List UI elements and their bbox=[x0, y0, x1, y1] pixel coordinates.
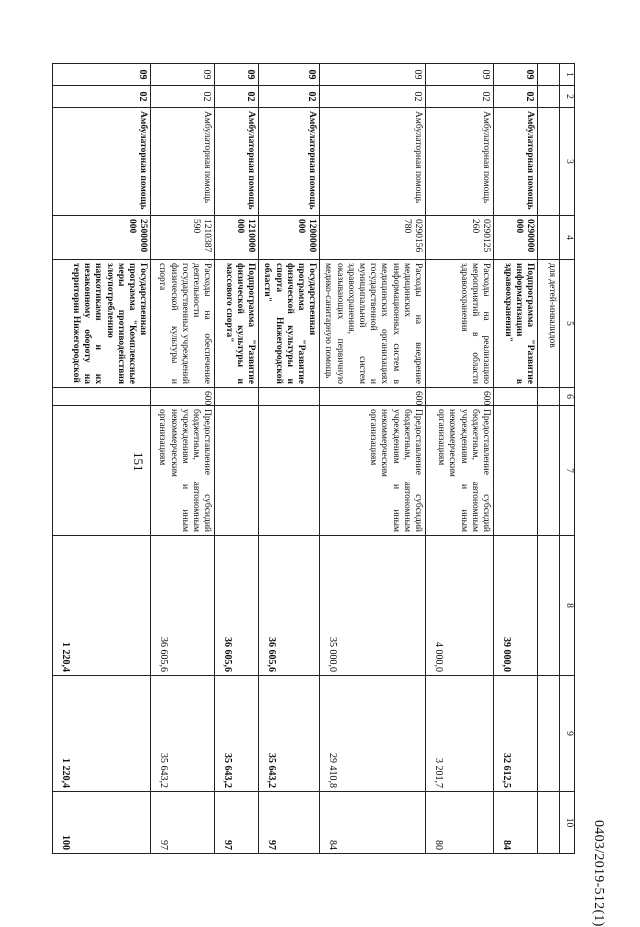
col-header: 4 bbox=[560, 216, 575, 260]
col-header: 1 bbox=[560, 64, 575, 86]
cell-plan: 36 605,6 bbox=[215, 536, 259, 676]
cell-actual: 29 410,8 bbox=[320, 676, 426, 792]
cell-description: Расходы на обеспечение деятельности государственных учреждений физической культуры и спорта bbox=[151, 260, 215, 388]
cell-actual: 35 643,2 bbox=[151, 676, 215, 792]
col-header: 7 bbox=[560, 406, 575, 536]
cell-plan: 36 605,6 bbox=[259, 536, 320, 676]
cell-description: Государственная программа "Комплексные меры противодействия злоупотреблению наркотиками и их незаконному обороту на территории Нижегородской bbox=[53, 260, 151, 388]
cell-type: 600 bbox=[320, 388, 426, 406]
table-row bbox=[538, 64, 560, 854]
header-row bbox=[560, 64, 575, 854]
cell-code: 1200000 000 bbox=[259, 216, 320, 260]
cell-name: Амбулаторная помощь bbox=[53, 108, 151, 216]
cell-percent: 97 bbox=[151, 792, 215, 854]
cell-actual: 32 612,5 bbox=[494, 676, 538, 792]
col-header: 6 bbox=[560, 388, 575, 406]
cell-type bbox=[494, 388, 538, 406]
cell-type-name: Предоставление субсидий бюджетным, автономным учреждениям и иным некоммерческим организациям bbox=[151, 406, 215, 536]
cell-section: 09 bbox=[320, 64, 426, 86]
col-header: 5 bbox=[560, 260, 575, 388]
cell-percent: 97 bbox=[215, 792, 259, 854]
cell-section: 09 bbox=[259, 64, 320, 86]
cell-section: 09 bbox=[215, 64, 259, 86]
cell-description: Подпрограмма "Развитие информатизации в здравоохранении" bbox=[494, 260, 538, 388]
cell-name: Амбулаторная помощь bbox=[494, 108, 538, 216]
table-row bbox=[259, 64, 320, 854]
cell-section bbox=[538, 64, 560, 86]
cell-percent: 84 bbox=[494, 792, 538, 854]
cell-subsection: 02 bbox=[151, 86, 215, 108]
cell-actual: 35 643,2 bbox=[215, 676, 259, 792]
table-row bbox=[494, 64, 538, 854]
cell-type bbox=[259, 388, 320, 406]
cell-subsection: 02 bbox=[215, 86, 259, 108]
cell-section: 09 bbox=[53, 64, 151, 86]
cell-type-name bbox=[538, 406, 560, 536]
cell-name: Амбулаторная помощь bbox=[426, 108, 494, 216]
table-row bbox=[151, 64, 215, 854]
cell-subsection: 02 bbox=[494, 86, 538, 108]
table-row bbox=[215, 64, 259, 854]
cell-subsection bbox=[538, 86, 560, 108]
col-header: 9 bbox=[560, 676, 575, 792]
cell-percent: 97 bbox=[259, 792, 320, 854]
cell-actual bbox=[538, 676, 560, 792]
cell-type bbox=[53, 388, 151, 406]
table-row bbox=[53, 64, 151, 854]
cell-description: для детей-инвалидов bbox=[538, 260, 560, 388]
rotated-page bbox=[60, 63, 575, 853]
cell-description: Государственная программа "Развитие физической культуры и спорта Нижегородской области" bbox=[259, 260, 320, 388]
cell-type: 600 bbox=[426, 388, 494, 406]
cell-type-name bbox=[215, 406, 259, 536]
budget-table bbox=[52, 63, 575, 854]
table-row bbox=[426, 64, 494, 854]
cell-percent: 100 bbox=[53, 792, 151, 854]
cell-section: 09 bbox=[426, 64, 494, 86]
cell-name bbox=[538, 108, 560, 216]
col-header: 10 bbox=[560, 792, 575, 854]
cell-type bbox=[538, 388, 560, 406]
cell-name: Амбулаторная помощь bbox=[259, 108, 320, 216]
cell-plan bbox=[538, 536, 560, 676]
cell-actual: 3 201,7 bbox=[426, 676, 494, 792]
cell-name: Амбулаторная помощь bbox=[151, 108, 215, 216]
cell-type: 600 bbox=[151, 388, 215, 406]
document-stamp bbox=[591, 820, 640, 927]
cell-percent: 84 bbox=[320, 792, 426, 854]
table-row bbox=[320, 64, 426, 854]
cell-type-name bbox=[53, 406, 151, 536]
cell-subsection: 02 bbox=[53, 86, 151, 108]
cell-description: Расходы на реализацию мероприятий в области здравоохранения bbox=[426, 260, 494, 388]
cell-plan: 39 000,0 bbox=[494, 536, 538, 676]
cell-code bbox=[538, 216, 560, 260]
cell-description: Подпрограмма "Развитие физической культуры и массового спорта" bbox=[215, 260, 259, 388]
cell-subsection: 02 bbox=[426, 86, 494, 108]
cell-subsection: 02 bbox=[259, 86, 320, 108]
cell-type-name: Предоставление субсидий бюджетным, автономным учреждениям и иным некоммерческим организациям bbox=[426, 406, 494, 536]
cell-type-name bbox=[259, 406, 320, 536]
cell-section: 09 bbox=[151, 64, 215, 86]
col-header: 2 bbox=[560, 86, 575, 108]
cell-name: Амбулаторная помощь bbox=[215, 108, 259, 216]
cell-plan: 1 220,4 bbox=[53, 536, 151, 676]
cell-code: 1210000 000 bbox=[215, 216, 259, 260]
cell-description: Расходы на внедрение медицинских информационных систем в медицинских организациях государственной и муниципальной систем здравоохранения, оказывающих первичную медико-санитарную помощь bbox=[320, 260, 426, 388]
cell-plan: 35 000,0 bbox=[320, 536, 426, 676]
cell-percent: 80 bbox=[426, 792, 494, 854]
cell-code: 2500000 000 bbox=[53, 216, 151, 260]
cell-section: 09 bbox=[494, 64, 538, 86]
cell-type bbox=[215, 388, 259, 406]
page-number: 151 bbox=[131, 452, 146, 472]
cell-code: 0290156 780 bbox=[320, 216, 426, 260]
cell-name: Амбулаторная помощь bbox=[320, 108, 426, 216]
cell-code: 0290000 000 bbox=[494, 216, 538, 260]
cell-plan: 36 605,6 bbox=[151, 536, 215, 676]
cell-subsection: 02 bbox=[320, 86, 426, 108]
col-header: 3 bbox=[560, 108, 575, 216]
cell-code: 1210387 590 bbox=[151, 216, 215, 260]
cell-plan: 4 000,0 bbox=[426, 536, 494, 676]
cell-type-name bbox=[494, 406, 538, 536]
cell-actual: 1 220,4 bbox=[53, 676, 151, 792]
col-header: 8 bbox=[560, 536, 575, 676]
cell-code: 0290125 260 bbox=[426, 216, 494, 260]
document-stamp-text: 0403/2019-512(1) bbox=[591, 820, 606, 927]
cell-percent bbox=[538, 792, 560, 854]
cell-actual: 35 643,2 bbox=[259, 676, 320, 792]
cell-type-name: Предоставление субсидий бюджетным, автономным учреждениям и иным некоммерческим организациям bbox=[320, 406, 426, 536]
